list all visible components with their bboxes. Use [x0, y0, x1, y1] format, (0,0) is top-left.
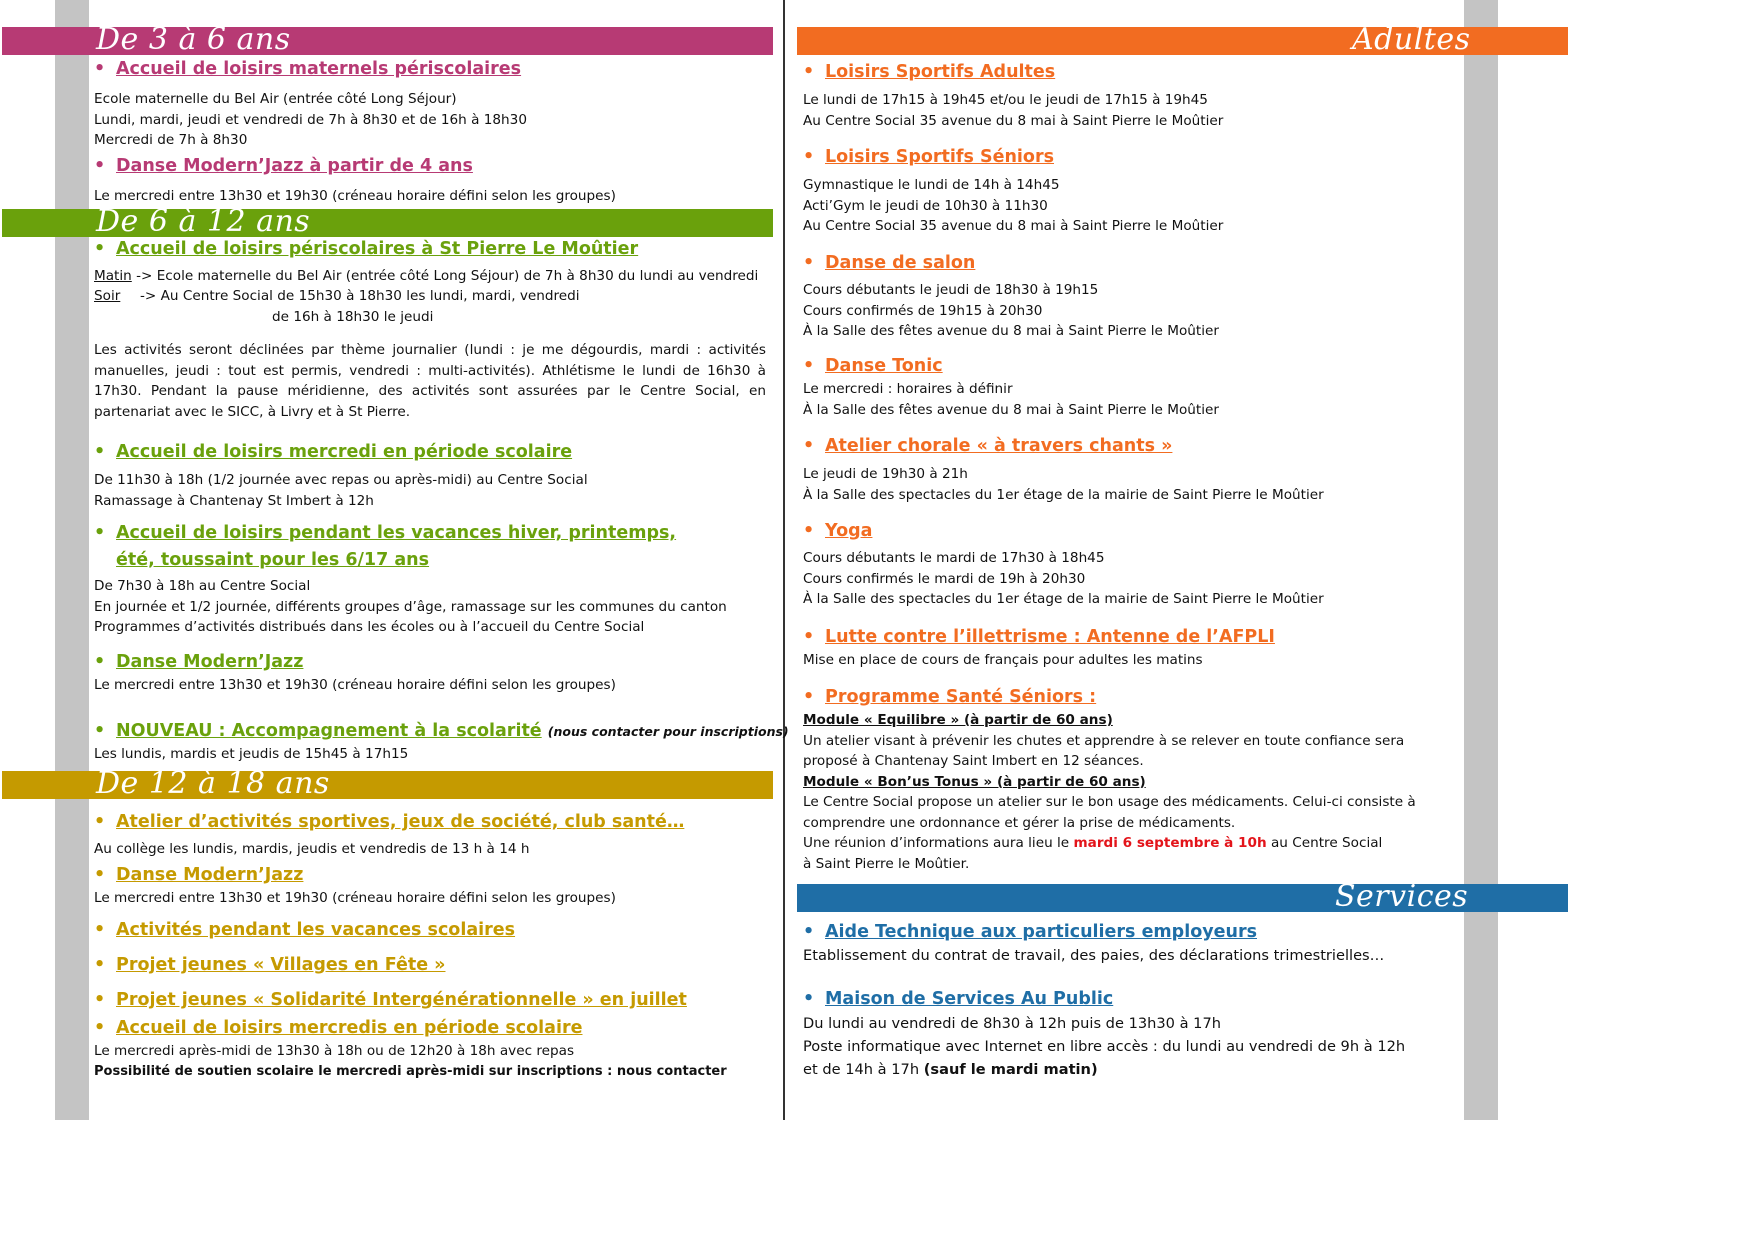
heading-sante-seniors[interactable]: • Programme Santé Séniors :: [803, 687, 1097, 707]
bullet-icon: •: [803, 521, 815, 541]
text-block: [94, 470, 588, 511]
matin-label: Matin: [94, 268, 132, 284]
bullet-icon: •: [803, 253, 815, 273]
matin-line: [94, 266, 758, 287]
heading-accueil-maternels[interactable]: • Accueil de loisirs maternels périscolaires: [94, 59, 522, 79]
soir-label: Soir: [94, 288, 121, 304]
text-line: De 11h30 à 18h (1/2 journée avec repas ou après-midi) au Centre Social: [94, 472, 588, 488]
text-bold: (sauf le mardi matin): [923, 1061, 1098, 1078]
reunion-pre: Une réunion d’informations aura lieu le: [803, 835, 1074, 851]
heading-danse-modern-jazz-ados[interactable]: • Danse Modern’Jazz: [94, 865, 304, 885]
heading-mercredi[interactable]: • Accueil de loisirs mercredi en période scolaire: [94, 442, 573, 462]
heading-mercredis[interactable]: • Accueil de loisirs mercredis en période scolaire: [94, 1018, 583, 1038]
text-line: Le mercredi entre 13h30 et 19h30 (créneau horaire défini selon les groupes): [94, 677, 616, 693]
text-line: Cours débutants le jeudi de 18h30 à 19h15: [803, 282, 1099, 298]
text-line: Mercredi de 7h à 8h30: [94, 132, 248, 148]
text-line: Au Centre Social 35 avenue du 8 mai à Saint Pierre le Moûtier: [803, 218, 1224, 234]
text-line: Le Centre Social propose un atelier sur le bon usage des médicaments. Celui-ci consiste à: [803, 794, 1416, 810]
heading-danse-4ans[interactable]: • Danse Modern’Jazz à partir de 4 ans: [94, 156, 473, 176]
section-band-6-12: [2, 204, 773, 239]
text-line: Le mercredi : horaires à définir: [803, 381, 1013, 397]
text-line: Mise en place de cours de français pour adultes les matins: [803, 652, 1203, 668]
heading-danse-modern-jazz[interactable]: • Danse Modern’Jazz: [94, 652, 304, 672]
text-line: Le mercredi entre 13h30 et 19h30 (créneau horaire défini selon les groupes): [94, 188, 616, 204]
bullet-icon: •: [94, 156, 106, 176]
bullet-icon: •: [803, 922, 815, 942]
text-block: [803, 280, 1219, 342]
soir-line-2: de 16h à 18h30 le jeudi: [272, 309, 434, 325]
text-line: Le lundi de 17h15 à 19h45 et/ou le jeudi de 17h15 à 19h45: [803, 92, 1208, 108]
reunion-line: [803, 833, 1416, 854]
bullet-icon: •: [803, 62, 815, 82]
bullet-icon: •: [94, 990, 106, 1010]
heading-loisirs-adultes[interactable]: • Loisirs Sportifs Adultes: [803, 62, 1056, 82]
text-line: En journée et 1/2 journée, différents groupes d’âge, ramassage sur les communes du canton: [94, 598, 727, 615]
heading-periscolaires[interactable]: • Accueil de loisirs périscolaires à St Pierre Le Moûtier: [94, 239, 639, 259]
text-line: Cours confirmés le mardi de 19h à 20h30: [803, 570, 1086, 587]
soir-line: [94, 286, 580, 307]
section-band-12-18: [2, 766, 773, 801]
text-pre: et de 14h à 17h: [803, 1061, 924, 1078]
left-grey-bar: [55, 0, 89, 1120]
text-block: [803, 548, 1324, 610]
text-line: [803, 1058, 1405, 1081]
section-title: De 12 à 18 ans: [96, 766, 330, 801]
text-line: Au collège les lundis, mardis, jeudis et vendredis de 13 h à 14 h: [94, 841, 530, 857]
matin-text: -> Ecole maternelle du Bel Air (entrée côté Long Séjour) de 7h à 8h30 du lundi au vendredi: [131, 268, 759, 284]
text-line: à Saint Pierre le Moûtier.: [803, 855, 970, 872]
text-line: Possibilité de soutien scolaire le mercredi après-midi sur inscriptions : nous contacter: [94, 1064, 727, 1079]
heading-atelier-sportives[interactable]: • Atelier d’activités sportives, jeux de société, club santé…: [94, 812, 685, 832]
heading-villages-en-fete[interactable]: • Projet jeunes « Villages en Fête »: [94, 955, 446, 975]
bullet-icon: •: [94, 865, 106, 885]
heading-danse-salon[interactable]: • Danse de salon: [803, 253, 976, 273]
bullet-icon: •: [803, 436, 815, 456]
text-line: Poste informatique avec Internet en libre accès : du lundi au vendredi de 9h à 12h: [803, 1038, 1406, 1055]
section-title: Adultes: [1352, 22, 1471, 57]
bullet-icon: •: [803, 627, 815, 647]
heading-chorale[interactable]: • Atelier chorale « à travers chants »: [803, 436, 1173, 456]
section-band-services: [797, 879, 1568, 914]
text-block: [803, 90, 1223, 131]
text-line: Les lundis, mardis et jeudis de 15h45 à 17h15: [94, 746, 409, 762]
bullet-icon: •: [94, 59, 106, 79]
bullet-icon: •: [94, 920, 106, 940]
bullet-icon: •: [94, 1018, 106, 1038]
heading-nouveau[interactable]: • NOUVEAU : Accompagnement à la scolarité (nous contacter pour inscriptions): [94, 721, 789, 741]
reunion-post: au Centre Social: [1266, 835, 1383, 851]
activities-paragraph: Les activités seront déclinées par thème journalier (lundi : je me dégourdis, mardi : activités manuelles, jeudi : tout est permis, vendredi : multi-activités). Athlétisme le lundi de 16h30 à 17h30. Pendant la pause méridienne, des activités sont assurées par le Centre Social, en partenariat avec le SICC, à Livry et à St Pierre.: [94, 342, 766, 420]
bullet-icon: •: [803, 687, 815, 707]
text-line: Gymnastique le lundi de 14h à 14h45: [803, 177, 1060, 193]
text-block: [803, 175, 1223, 237]
text-line: À la Salle des spectacles du 1er étage de la mairie de Saint Pierre le Moûtier: [803, 591, 1324, 607]
bullet-icon: •: [803, 989, 815, 1009]
text-block: [94, 576, 727, 638]
text-line: À la Salle des fêtes avenue du 8 mai à Saint Pierre le Moûtier: [803, 323, 1219, 339]
column-divider: [783, 0, 785, 1120]
text-block: [803, 379, 1219, 420]
section-title: De 3 à 6 ans: [96, 22, 291, 57]
section-title: Services: [1335, 879, 1469, 914]
section-band-3-6: [2, 22, 773, 57]
heading-vacances-line2[interactable]: été, toussaint pour les 6/17 ans: [116, 550, 430, 570]
heading-activites-vacances[interactable]: • Activités pendant les vacances scolaires: [94, 920, 516, 940]
text-line: Le mercredi après-midi de 13h30 à 18h ou de 12h20 à 18h avec repas: [94, 1043, 575, 1059]
reunion-date: mardi 6 septembre à 10h: [1073, 835, 1267, 851]
text-line: Au Centre Social 35 avenue du 8 mai à Saint Pierre le Moûtier: [803, 112, 1224, 129]
text-line: Programmes d’activités distribués dans les écoles ou à l’accueil du Centre Social: [94, 619, 645, 635]
heading-danse-tonic[interactable]: • Danse Tonic: [803, 356, 943, 376]
heading-maison-services[interactable]: • Maison de Services Au Public: [803, 989, 1114, 1009]
bullet-icon: •: [94, 652, 106, 672]
section-band-adultes: [797, 22, 1568, 57]
soir-text: -> Au Centre Social de 15h30 à 18h30 les lundi, mardi, vendredi: [140, 288, 580, 304]
bullet-icon: •: [94, 721, 106, 741]
bullet-icon: •: [94, 523, 106, 543]
text-block: [94, 89, 527, 151]
section-title: De 6 à 12 ans: [96, 204, 311, 239]
bullet-icon: •: [94, 442, 106, 462]
text-line: Ramassage à Chantenay St Imbert à 12h: [94, 492, 374, 509]
text-line: Du lundi au vendredi de 8h30 à 12h puis de 13h30 à 17h: [803, 1015, 1221, 1032]
bullet-icon: •: [803, 356, 815, 376]
text-line: Cours confirmés de 19h15 à 20h30: [803, 302, 1043, 319]
text-line: Un atelier visant à prévenir les chutes et apprendre à se relever en toute confiance sera: [803, 732, 1405, 749]
text-line: Etablissement du contrat de travail, des paies, des déclarations trimestrielles…: [803, 947, 1385, 964]
module-equilibre-title: Module « Equilibre » (à partir de 60 ans): [803, 712, 1113, 728]
text-line: proposé à Chantenay Saint Imbert en 12 séances.: [803, 753, 1144, 769]
right-grey-bar: [1464, 0, 1498, 1120]
module-bonus-tonus-title: Module « Bon’us Tonus » (à partir de 60 ans): [803, 773, 1146, 790]
bullet-icon: •: [94, 239, 106, 259]
heading-loisirs-seniors[interactable]: • Loisirs Sportifs Séniors: [803, 147, 1054, 167]
text-block: [803, 464, 1324, 505]
text-line: À la Salle des spectacles du 1er étage de la mairie de Saint Pierre le Moûtier: [803, 486, 1324, 503]
heading-aide-technique[interactable]: • Aide Technique aux particuliers employeurs: [803, 922, 1257, 942]
text-line: Le jeudi de 19h30 à 21h: [803, 466, 968, 482]
heading-illettrisme[interactable]: • Lutte contre l’illettrisme : Antenne de l’AFPLI: [803, 627, 1275, 647]
text-line: Acti’Gym le jeudi de 10h30 à 11h30: [803, 197, 1048, 214]
heading-yoga[interactable]: • Yoga: [803, 521, 873, 541]
text-line: De 7h30 à 18h au Centre Social: [94, 578, 311, 594]
text-block: [803, 1012, 1405, 1081]
bullet-icon: •: [94, 812, 106, 832]
bullet-icon: •: [94, 955, 106, 975]
text-line: Ecole maternelle du Bel Air (entrée côté Long Séjour): [94, 91, 457, 107]
heading-solidarite[interactable]: • Projet jeunes « Solidarité Intergénérationnelle » en juillet: [94, 990, 687, 1010]
nouveau-note: (nous contacter pour inscriptions): [547, 724, 789, 739]
heading-vacances[interactable]: • Accueil de loisirs pendant les vacances hiver, printemps,: [94, 523, 677, 543]
text-line: Le mercredi entre 13h30 et 19h30 (créneau horaire défini selon les groupes): [94, 890, 616, 906]
text-block: [803, 710, 1416, 874]
text-line: Lundi, mardi, jeudi et vendredi de 7h à 8h30 et de 16h à 18h30: [94, 111, 527, 128]
text-line: À la Salle des fêtes avenue du 8 mai à Saint Pierre le Moûtier: [803, 401, 1219, 418]
text-line: comprendre une ordonnance et gérer la prise de médicaments.: [803, 814, 1236, 831]
text-line: Cours débutants le mardi de 17h30 à 18h45: [803, 550, 1105, 566]
bullet-icon: •: [803, 147, 815, 167]
